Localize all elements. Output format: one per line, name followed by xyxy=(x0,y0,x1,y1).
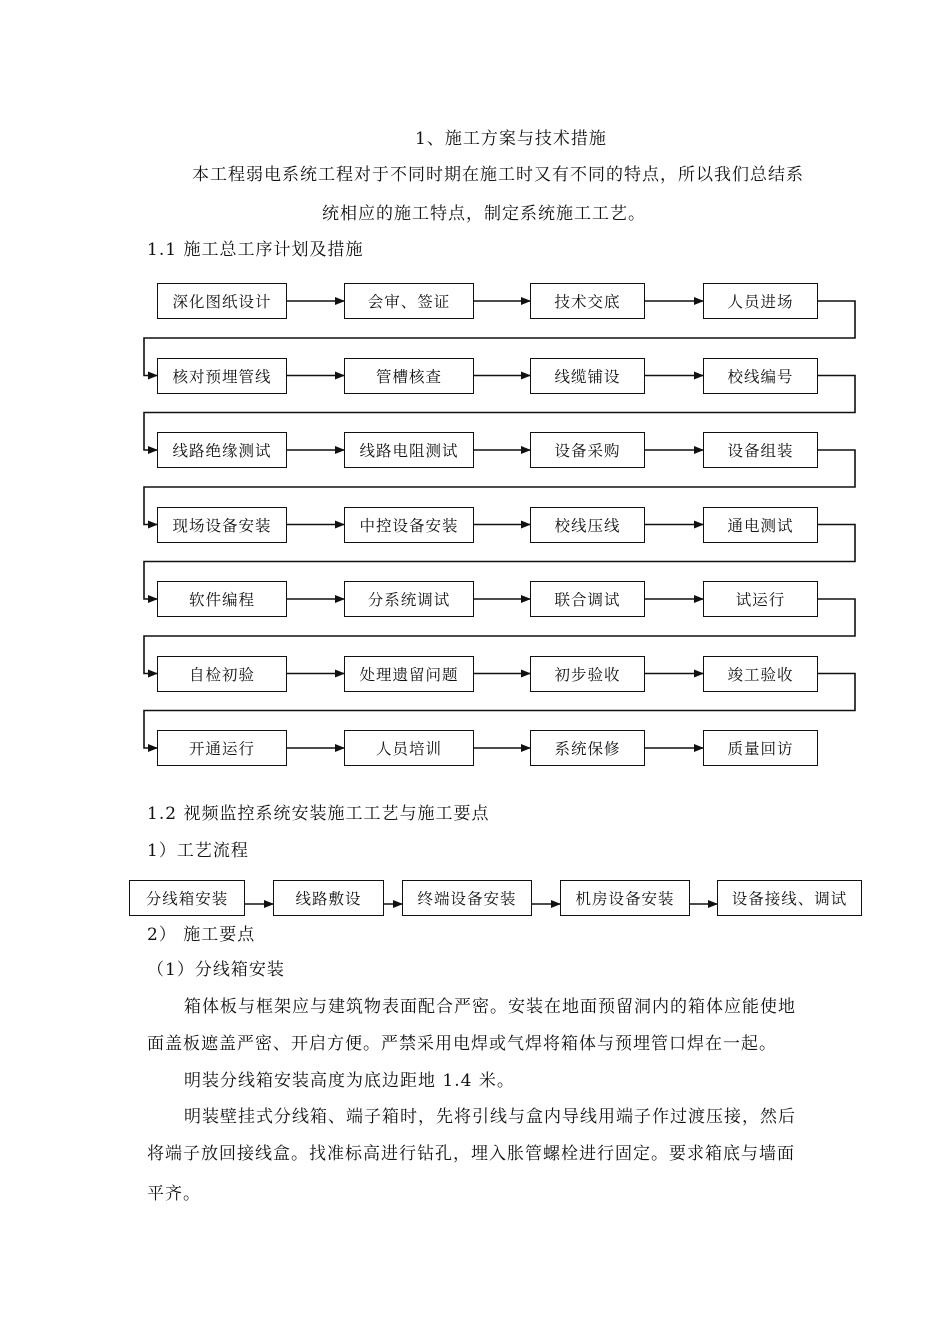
flow-step-box: 中控设备安装 xyxy=(344,507,474,543)
flow-step-box: 处理遗留问题 xyxy=(344,656,474,692)
process-step-box: 终端设备安装 xyxy=(402,880,532,916)
intro-line-1: 本工程弱电系统工程对于不同时期在施工时又有不同的特点，所以我们总结系 xyxy=(192,165,804,185)
flow-step-box: 会审、签证 xyxy=(344,283,474,319)
flow-step-box: 设备组装 xyxy=(703,432,818,468)
flow-step-box: 管槽核查 xyxy=(344,358,474,394)
flow-step-box: 竣工验收 xyxy=(703,656,818,692)
flow-step-box: 联合调试 xyxy=(530,581,645,617)
process-step-box: 分线箱安装 xyxy=(129,880,245,916)
process-step-box: 设备接线、调试 xyxy=(717,880,862,916)
flow-step-box: 试运行 xyxy=(703,581,818,617)
sub-heading-key-points: 2） 施工要点 xyxy=(147,925,256,945)
process-step-box: 机房设备安装 xyxy=(560,880,690,916)
sub-heading-process: 1）工艺流程 xyxy=(147,841,249,861)
flow-step-box: 系统保修 xyxy=(530,730,645,766)
flow-step-box: 人员培训 xyxy=(344,730,474,766)
flow-step-box: 现场设备安装 xyxy=(157,507,287,543)
section-1-1-heading: 1.1 施工总工序计划及措施 xyxy=(147,240,364,260)
flow-step-box: 初步验收 xyxy=(530,656,645,692)
flow-step-box: 开通运行 xyxy=(157,730,287,766)
section-1-2-heading: 1.2 视频监控系统安装施工工艺与施工要点 xyxy=(147,804,490,824)
flow-step-box: 线缆铺设 xyxy=(530,358,645,394)
para2: 明装分线箱安装高度为底边距地 1.4 米。 xyxy=(184,1071,515,1091)
flow-step-box: 软件编程 xyxy=(157,581,287,617)
flow-step-box: 人员进场 xyxy=(703,283,818,319)
flow-step-box: 技术交底 xyxy=(530,283,645,319)
para1-line-1: 箱体板与框架应与建筑物表面配合严密。安装在地面预留洞内的箱体应能使地 xyxy=(184,997,796,1017)
flow-step-box: 自检初验 xyxy=(157,656,287,692)
flow-step-box: 设备采购 xyxy=(530,432,645,468)
flow-step-box: 线路电阻测试 xyxy=(344,432,474,468)
flow-step-box: 线路绝缘测试 xyxy=(157,432,287,468)
para1-line-2: 面盖板遮盖严密、开启方便。严禁采用电焊或气焊将箱体与预埋管口焊在一起。 xyxy=(147,1034,777,1054)
para3-line-1: 明装壁挂式分线箱、端子箱时，先将引线与盒内导线用端子作过渡压接，然后 xyxy=(184,1107,796,1127)
flow-step-box: 深化图纸设计 xyxy=(157,283,287,319)
flow-step-box: 分系统调试 xyxy=(344,581,474,617)
flow-step-box: 校线编号 xyxy=(703,358,818,394)
flow-step-box: 通电测试 xyxy=(703,507,818,543)
para3-line-3: 平齐。 xyxy=(147,1184,201,1204)
process-step-box: 线路敷设 xyxy=(273,880,384,916)
flow-step-box: 校线压线 xyxy=(530,507,645,543)
flow-step-box: 核对预埋管线 xyxy=(157,358,287,394)
doc-title: 1、施工方案与技术措施 xyxy=(415,129,607,149)
sub-heading-box-install: （1）分线箱安装 xyxy=(147,960,285,980)
para3-line-2: 将端子放回接线盒。找准标高进行钻孔，埋入胀管螺栓进行固定。要求箱底与墙面 xyxy=(147,1144,795,1164)
intro-line-2: 统相应的施工特点，制定系统施工工艺。 xyxy=(322,204,646,224)
flow-step-box: 质量回访 xyxy=(703,730,818,766)
